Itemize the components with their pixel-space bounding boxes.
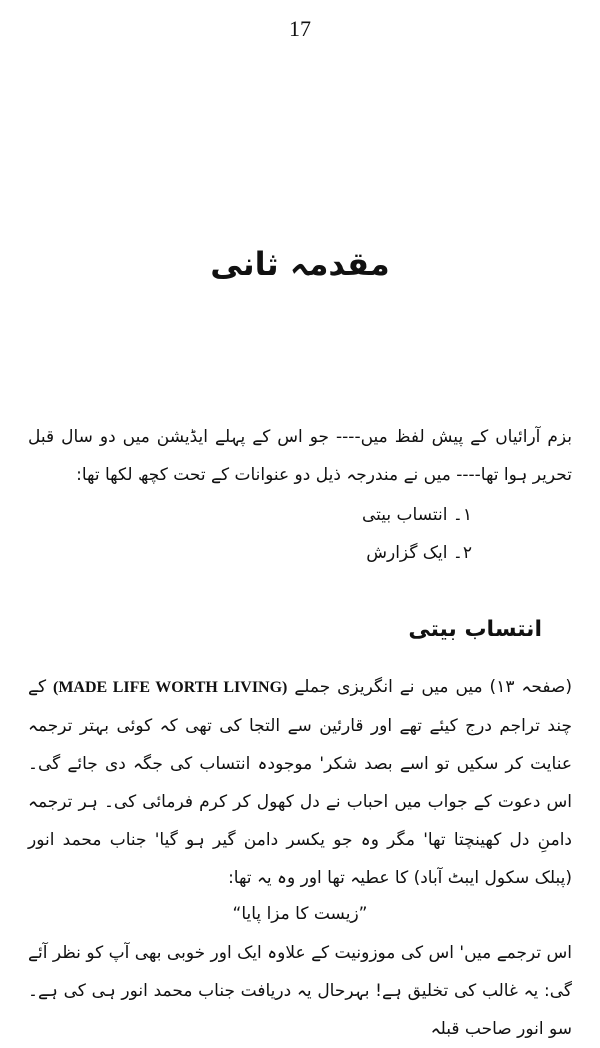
paragraph-start: (صفحہ ۱۳) میں میں نے انگریزی جملے (287, 677, 572, 697)
section-paragraph (28, 668, 572, 897)
intro-paragraph: بزم آرائیاں کے پیش لفظ میں---- جو اس کے پہلے ایڈیشن میں دو سال قبل تحریر ہوا تھا---- میں نے مندرجہ ذیل دو عنوانات کے تحت کچھ لکھا تھا: (28, 427, 572, 485)
paragraph-end: کے چند تراجم درج کیئے تھے اور قارئین سے التجا کی تھی کہ کوئی بہتر ترجمہ عنایت کر سکیں تو اسے بصد شکر' موجودہ انتساب کی جگہ دی جائے گی۔ اس دعوت کے جواب میں احباب نے دل کھول کر کرم فرمائی کی۔ ہر ترجمہ دامنِ دل کھینچتا تھا' مگر وہ جو یکسر دامن گیر ہو گیا' جناب محمد انور (پبلک سکول ایبٹ آباد) کا عطیہ تھا اور وہ یہ تھا: (28, 677, 572, 888)
heading-list (362, 496, 472, 572)
english-phrase: (MADE LIFE WORTH LIVING) (52, 679, 288, 696)
list-item: ۱۔ انتساب بیتی (361, 505, 472, 525)
page-number: 17 (289, 16, 311, 41)
list-item: ۲۔ ایک گزارش (366, 543, 472, 563)
quoted-translation: ”زیست کا مزا پایا“ (232, 904, 368, 924)
section-heading: انتساب بیتی (408, 617, 542, 642)
chapter-title: مقدمہ ثانی (210, 245, 390, 283)
closing-paragraph: اس ترجمے میں' اس کی موزونیت کے علاوہ ایک اور خوبی بھی آپ کو نظر آئے گی: یہ غالب کی تخلیق ہے! بہرحال یہ دریافت جناب محمد انور ہی کی ہے۔ سو انور صاحب قبلہ (28, 943, 572, 1039)
